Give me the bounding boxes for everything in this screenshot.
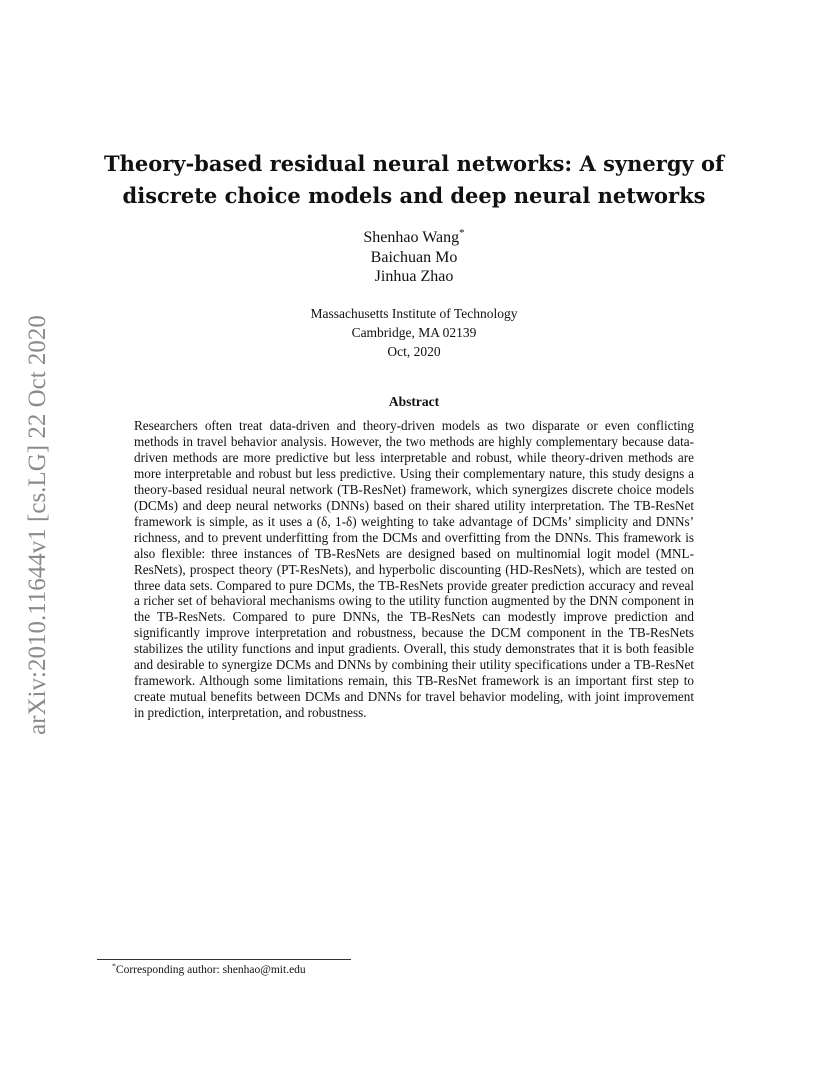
author (214, 248, 614, 268)
abstract-heading: Abstract (388, 394, 440, 409)
affiliation (214, 304, 614, 361)
footnote (112, 963, 612, 977)
location: Cambridge, MA 02139 (351, 325, 477, 340)
paper-title: Theory-based residual neural networks: A synergy of discrete choice models and deep neural networks (103, 151, 725, 208)
author-name: Shenhao Wang (363, 229, 460, 246)
corresponding-author-mark: * (459, 227, 465, 240)
footnote-mark: * (112, 961, 116, 971)
arxiv-identifier: arXiv:2010.11644v1 [cs.LG] 22 Oct 2020 (24, 315, 51, 735)
date: Oct, 2020 (387, 344, 441, 359)
abstract-text: Researchers often treat data-driven and theory-driven models as two disparate or even conflicting methods in travel behavior analysis. However, the two methods are highly complementary because data-driven methods are more predictive but less interpretable and robust, while theory-driven methods are more interpretable and robust but less predictive. Using their complementary nature, this study designs a theory-based residual neural network (TB-ResNet) framework, which synergizes discrete choice models (DCMs) and deep neural networks (DNNs) based on their shared utility interpretation. The TB-ResNet framework is simple, as it uses a (δ, 1-δ) weighting to take advantage of DCMs’ simplicity and DNNs’ richness, and to prevent underfitting from the DCMs and overfitting from the DNNs. This framework is also flexible: three instances of TB-ResNets are designed based on multinomial logit model (MNL-ResNets), prospect theory (PT-ResNets), and hyperbolic discounting (HD-ResNets), which are tested on three data sets. Compared to pure DCMs, the TB-ResNets provide greater prediction accuracy and reveal a richer set of behavioral mechanisms owing to the utility function augmented by the DNN component in the TB-ResNets. Compared to pure DNNs, the TB-ResNets can modestly improve prediction and significantly improve interpretation and robustness, because the DCM component in the TB-ResNets stabilizes the utility functions and input gradients. Overall, this study demonstrates that it is both feasible and desirable to synergize DCMs and DNNs by combining their utility specifications under a TB-ResNet framework. Although some limitations remain, this TB-ResNet framework is an important first step to create mutual benefits between DCMs and DNNs for travel behavior modeling, with joint improvement in prediction, interpretation, and robustness. (134, 418, 694, 721)
author-name: Baichuan Mo (370, 248, 458, 266)
footnote-divider (97, 959, 351, 960)
author (214, 228, 614, 248)
author-list (214, 228, 614, 287)
footnote-text: Corresponding author: shenhao@mit.edu (115, 964, 306, 976)
author-name: Jinhua Zhao (374, 268, 454, 285)
author (214, 267, 614, 287)
institution: Massachusetts Institute of Technology (310, 306, 518, 321)
